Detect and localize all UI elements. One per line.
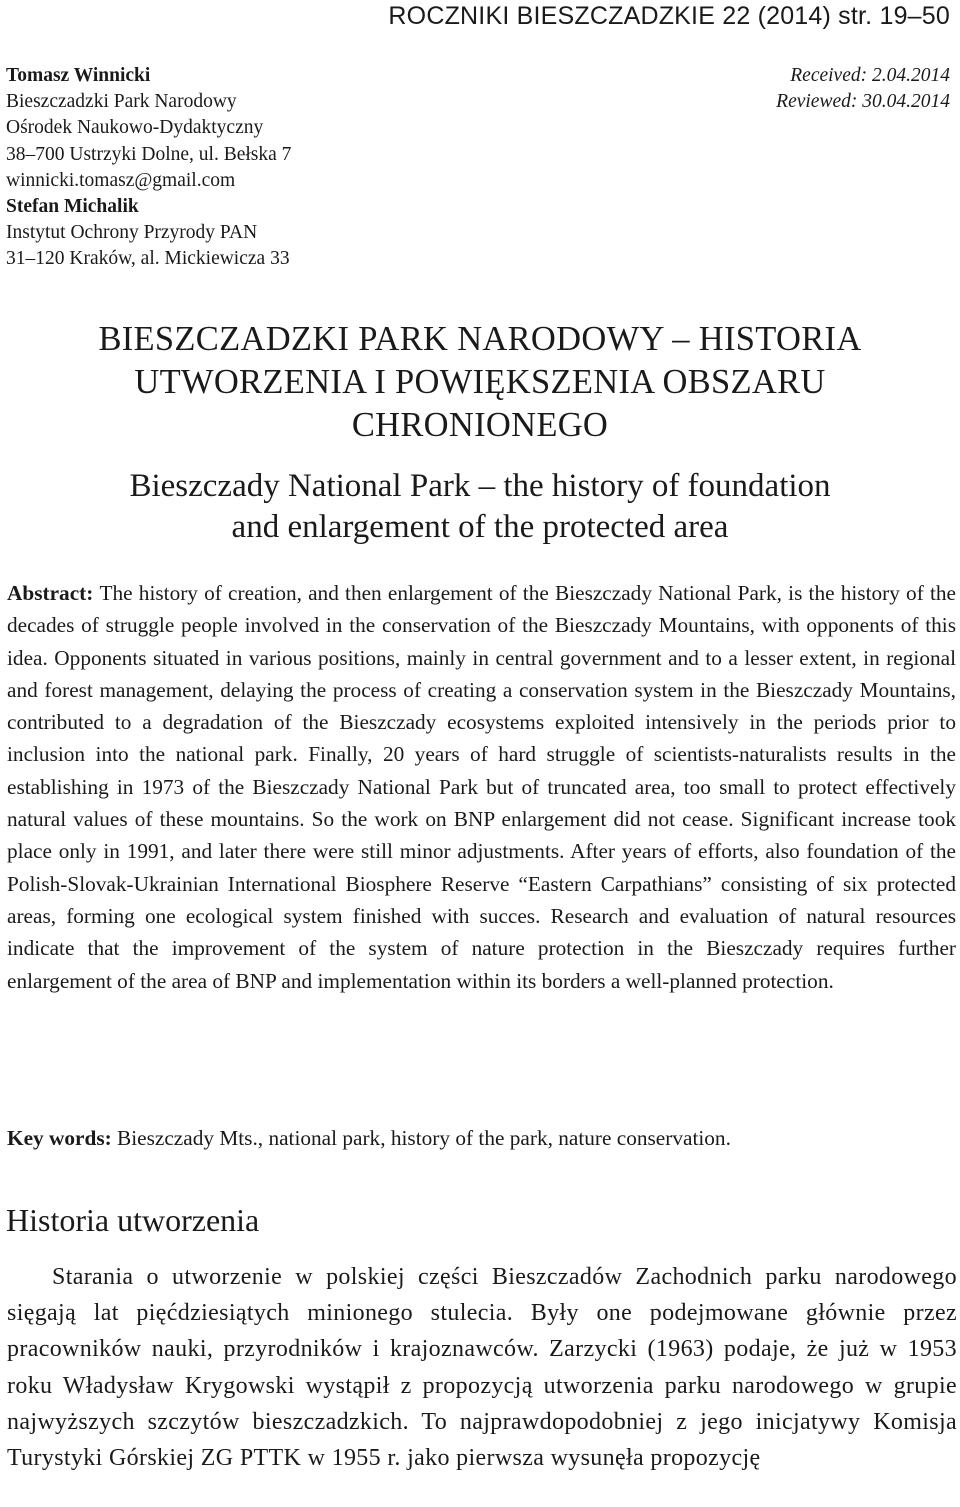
affiliation-line: Ośrodek Naukowo-Dydaktyczny xyxy=(6,117,264,139)
affiliation-line: Instytut Ochrony Przyrody PAN xyxy=(6,222,258,244)
affiliation-line: 31–120 Kraków, al. Mickiewicza 33 xyxy=(6,248,290,270)
submission-dates xyxy=(776,63,950,115)
author-email-link[interactable]: winnicki.tomasz@gmail.com xyxy=(6,169,236,191)
title-line: and enlargement of the protected area xyxy=(231,509,729,545)
keywords xyxy=(7,1123,956,1153)
affiliation-line: Bieszczadzki Park Narodowy xyxy=(6,91,237,113)
keywords-label: Key words: xyxy=(7,1126,118,1150)
author-name: Stefan Michalik xyxy=(6,196,139,218)
abstract xyxy=(7,577,956,997)
abstract-label: Abstract: xyxy=(7,581,100,605)
journal-running-header: ROCZNIKI BIESZCZADZKIE 22 (2014) str. 19–50 xyxy=(388,2,950,30)
title-line: UTWORZENIA I POWIĘKSZENIA OBSZARU xyxy=(134,363,826,401)
body-paragraph: Starania o utworzenie w polskiej części Bieszczadów Zachodnich parku narodowego sięgają lat pięćdziesiątych minionego stulecia. Były one podejmowane głównie przez pracowników nauki, przyrodników i krajoznawców. Zarzycki (1963) podaje, że już w 1953 roku Władysław Krygowski wystąpił z propozycją utworzenia parku narodowego w grupie najwyższych szczytów bieszczadzkich. To najprawdopodobniej z jego inicjatywy Komisja Turystyki Górskiej ZG PTTK w 1955 r. jako pierwsza wysunęła propozycję xyxy=(7,1264,957,1472)
abstract-text: The history of creation, and then enlargement of the Bieszczady National Park, is the history of the decades of struggle people involved in the conservation of the Bieszczady Mountains, with opponents of this idea. Opponents situated in various positions, mainly in central government and to a lesser extent, in regional and forest management, delaying the process of creating a conservation system in the Bieszczady Mountains, contributed to a degradation of the Bieszczady ecosystems exploited intensively in the periods prior to inclusion into the national park. Finally, 20 years of hard struggle of scientists-naturalists results in the establishing in 1973 of the Bieszczady National Park but of truncated area, too small to protect effectively natural values of these mountains. So the work on BNP enlargement did not cease. Significant increase took place only in 1991, and later there were still minor adjustments. After years of efforts, also foundation of the Polish-Slovak-Ukrainian International Biosphere Reserve “Eastern Carpathians” consisting of six protected areas, forming one ecological system finished with succes. Research and evaluation of natural resources indicate that the improvement of the system of nature protection in the Bieszczady requires further enlargement of the area of BNP and implementation within its borders a well-planned protection. xyxy=(7,581,956,993)
keywords-text: Bieszczady Mts., national park, history of the park, nature conservation. xyxy=(117,1126,731,1150)
article-title-polish xyxy=(0,318,960,447)
article-title-english xyxy=(0,466,960,548)
title-line: Bieszczady National Park – the history of foundation xyxy=(129,468,831,504)
section-heading: Historia utworzenia xyxy=(6,1202,260,1238)
title-line: BIESZCZADZKI PARK NARODOWY – HISTORIA xyxy=(98,320,862,358)
affiliation-line: 38–700 Ustrzyki Dolne, ul. Bełska 7 xyxy=(6,143,292,165)
author-name: Tomasz Winnicki xyxy=(6,65,151,86)
received-date: Received: 2.04.2014 xyxy=(790,65,950,86)
author-affiliations xyxy=(6,63,291,273)
title-line: CHRONIONEGO xyxy=(351,406,609,444)
reviewed-date: Reviewed: 30.04.2014 xyxy=(776,91,950,113)
